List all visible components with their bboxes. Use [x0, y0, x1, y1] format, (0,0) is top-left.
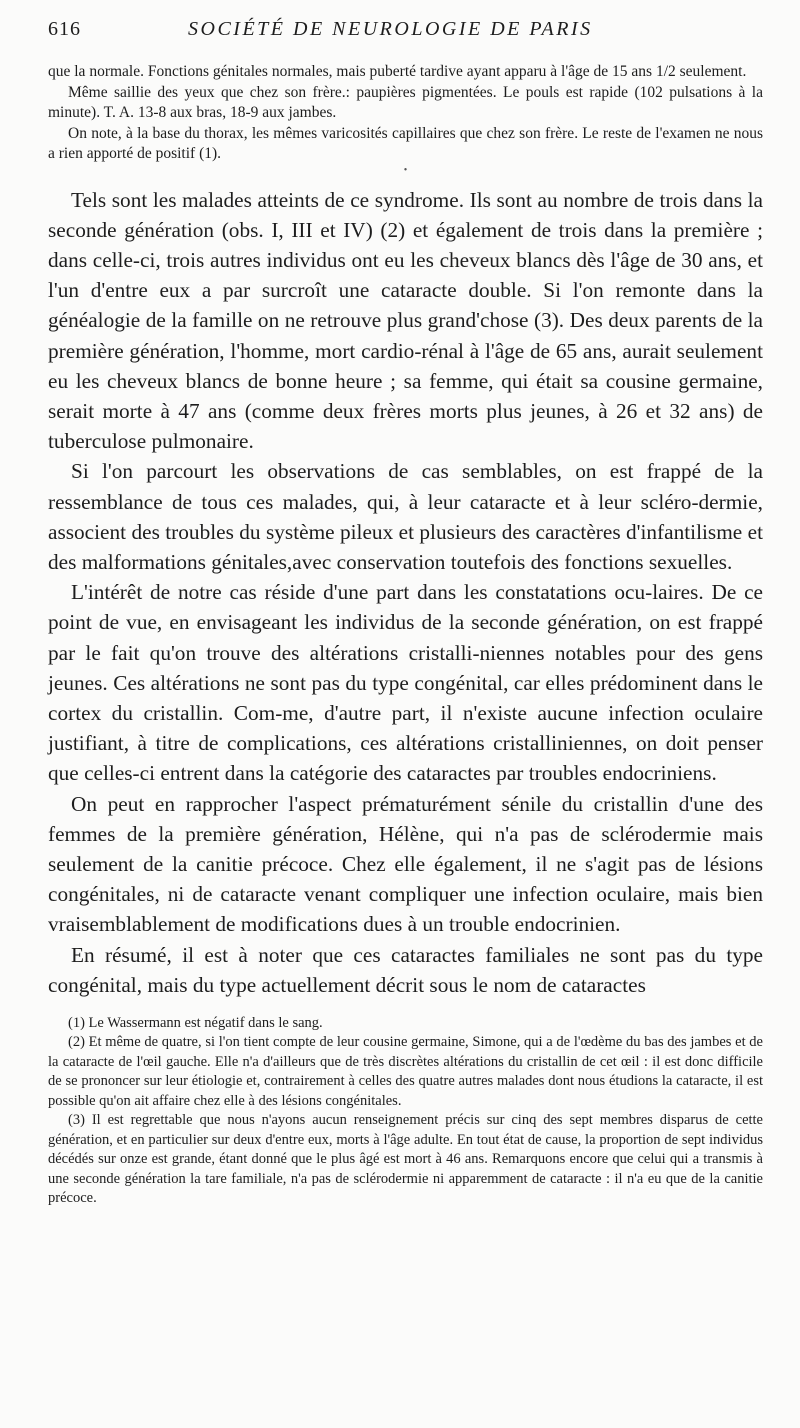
page-number: 616: [48, 18, 81, 40]
body-paragraph: Si l'on parcourt les observations de cas semblables, on est frappé de la ressemblance de tous ces malades, qui, à leur cataracte et à leur scléro-dermie, associent des troubles du système pileux et plusieurs des caractères d'infantilisme et des malformations génitales,avec conservation toutefois des fonctions sexuelles.: [48, 459, 763, 574]
footnote: (3) Il est regrettable que nous n'ayons aucun renseignement précis sur cinq des sept membres disparus de cette génération, et en particulier sur deux d'entre eux, morts à l'âge adulte. En tout état de cause, la proportion de sept individus décédés sur onze est grande, étant donné que le plus âgé est mort à 46 ans. Remarquons encore que celui qui a transmis à une seconde génération la tare familiale, n'a pas de sclérodermie ni apparemment de cataracte : il n'a eu que de la canitie précoce.: [48, 1112, 763, 1207]
body-paragraph: L'intérêt de notre cas réside d'une part dans les constatations ocu-laires. De ce point de vue, en envisageant les individus de la seconde génération, on est frappé par le fait qu'on trouve des altérations cristalli-niennes notables pour des gens jeunes. Ces altérations ne sont pas du type congénital, car elles prédominent dans le cortex du cristallin. Com-me, d'autre part, il n'existe aucune infection oculaire justifiant, à titre de complications, ces altérations cristalliniennes, on doit penser que celles-ci entrent dans la catégorie des cataractes par troubles endocriniens.: [48, 580, 763, 786]
page-header: [48, 18, 763, 62]
footnote: (1) Le Wassermann est négatif dans le sang.: [68, 1014, 323, 1031]
intro-paragraph: Même saillie des yeux que chez son frère.: paupières pigmentées. Le pouls est rapide (102 pulsations à la minute). T. A. 13-8 aux bras, 18-9 aux jambes.: [48, 83, 763, 121]
body-paragraph: Tels sont les malades atteints de ce syndrome. Ils sont au nombre de trois dans la seconde génération (obs. I, III et IV) (2) et également de trois dans la première ; dans celle-ci, trois autres individus ont eu les cheveux blancs dès l'âge de 30 ans, et l'un d'entre eux a par surcroît une cataracte double. Si l'on remonte dans la généalogie de la famille on ne retrouve plus grand'chose (3). Des deux parents de la première génération, l'homme, mort cardio-rénal à l'âge de 65 ans, aurait seulement eu les cheveux blancs de bonne heure ; sa femme, qui était sa cousine germaine, serait morte à 47 ans (comme deux frères morts plus jeunes, à 26 et 32 ans) de tuberculose pulmonaire.: [48, 187, 763, 454]
body-paragraph: En résumé, il est à noter que ces cataractes familiales ne sont pas du type congénital, mais du type actuellement décrit sous le nom de cataractes: [48, 942, 763, 997]
observation-continuation: [48, 62, 763, 165]
intro-paragraph: que la normale. Fonctions génitales normales, mais puberté tardive ayant apparu à l'âge de 15 ans 1/2 seulement.: [48, 63, 747, 80]
footnotes: [48, 1014, 763, 1209]
intro-paragraph: On note, à la base du thorax, les mêmes varicosités capillaires que chez son frère. Le reste de l'examen ne nous a rien apporté de positif (1).: [48, 124, 763, 162]
separator-mark: •: [403, 164, 408, 176]
main-text: [48, 185, 763, 1000]
running-head: SOCIÉTÉ DE NEUROLOGIE DE PARIS: [188, 18, 593, 40]
body-paragraph: On peut en rapprocher l'aspect prématurément sénile du cristallin d'une des femmes de la première génération, Hélène, qui n'a pas de sclérodermie mais seulement de la canitie précoce. Chez elle également, il ne s'agit pas de lésions congénitales, ni de cataracte venant compliquer une infection oculaire, mais bien vraisemblablement de modifications dues à un trouble endocrinien.: [48, 791, 763, 937]
page: [48, 18, 763, 1209]
footnote: (2) Et même de quatre, si l'on tient compte de leur cousine germaine, Simone, qui a de l'œdème du bas des jambes et de la cataracte de l'œil gauche. Elle n'a d'ailleurs que de très discrètes altérations du cristallin de cet œil : il est donc difficile de se prononcer sur leur étiologie et, contrairement à celles des quatre autres malades dont nous étudions la cataracte, il est possible qu'on ait affaire chez elle à des lésions congénitales.: [48, 1034, 763, 1109]
